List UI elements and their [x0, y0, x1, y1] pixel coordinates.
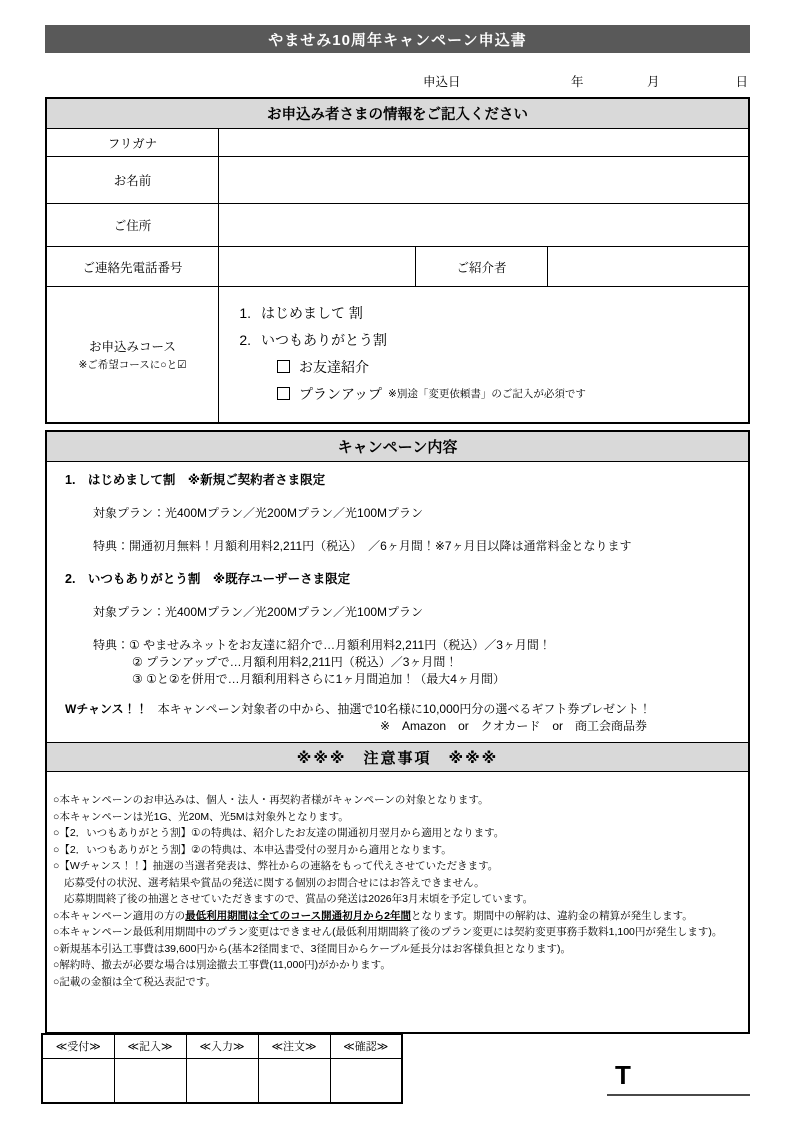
checkbox-plan-up-label: プランアップ [299, 385, 383, 402]
table-row-furigana [47, 129, 748, 157]
referrer-field[interactable] [548, 247, 748, 286]
campaign-item2-benefit-3: ③ ①と②を併用で…月額利用料さらに1ヶ月間追加！（最大4ヶ月間） [132, 672, 505, 686]
t-letter: T [615, 1060, 631, 1090]
address-label: ご住所 [47, 204, 219, 246]
campaign-item2-benefit-1: 特典：① やませみネットをお友達に紹介で…月額利用料2,211円（税込）／3ヶ月間！ [93, 638, 551, 652]
campaign-item1-benefit: 特典：開通初月無料！月額利用料2,211円（税込） ／6ヶ月間！※7ヶ月目以降は通常料金となります [93, 539, 632, 553]
stamp-cell-row [42, 1058, 402, 1103]
note-line: ○【Wチャンス！！】抽選の当選者発表は、弊社からの連絡をもって代えさせていただきます。 [53, 860, 499, 872]
note-min-period-pre: ○本キャンペーン適用の方の [53, 909, 186, 922]
note-line: ○【2．いつもありがとう割】②の特典は、本申込書受付の翌月から適用となります。 [53, 843, 452, 856]
note-min-period-strong: 最低利用期間は全てのコース開通初月から2年間 [185, 909, 411, 922]
notes-body [47, 772, 748, 1032]
stamp-cell-entry[interactable] [114, 1058, 186, 1103]
application-date-line [45, 72, 750, 90]
applicant-info-table [45, 97, 750, 424]
course-option-2-number: 2. [239, 331, 251, 348]
date-year-unit: 年 [571, 75, 584, 89]
address-field[interactable] [219, 204, 748, 246]
campaign-body [47, 462, 748, 742]
form-title: やませみ10周年キャンペーン申込書 [45, 25, 750, 53]
checkbox-friend-referral-label: お友達紹介 [299, 358, 369, 375]
plan-up-note: ※別途「変更依頼書」のご記入が必須です [388, 388, 586, 400]
stamp-cell-confirm[interactable] [330, 1058, 402, 1103]
applicant-table-header: お申込み者さまの情報をご記入ください [47, 99, 748, 129]
course-label-note: ※ご希望コースに○と☑ [78, 359, 187, 371]
note-line: ○【2．いつもありがとう割】①の特典は、紹介したお友達の開通初月翌月から適用となります。 [53, 827, 505, 839]
note-line: 応募受付の状況、選考結果や賞品の発送に関する個別のお問合せにはお答えできません。 [64, 876, 485, 889]
stamp-cell-input[interactable] [186, 1058, 258, 1103]
stamp-header-row [42, 1034, 402, 1058]
date-label: 申込日 [423, 75, 461, 89]
table-row-address [47, 204, 748, 247]
checkbox-row-plan-up [229, 380, 748, 407]
phone-field[interactable] [219, 247, 416, 286]
course-option-1-number: 1. [239, 304, 251, 321]
stamp-header-reception: ≪受付≫ [42, 1034, 114, 1058]
notes-header: ※※※ 注意事項 ※※※ [47, 742, 748, 772]
note-line: ○解約時、撤去が必要な場合は別途撤去工事費(11,000円)がかかります。 [53, 959, 391, 971]
course-option-1-label: はじめまして 割 [261, 304, 363, 321]
note-line: ○記載の金額は全て税込表記です。 [53, 975, 217, 988]
campaign-item2-benefit-2: ② プランアップで…月額利用料2,211円（税込）／3ヶ月間！ [132, 655, 458, 669]
w-chance-gift-options: ※ Amazon or クオカード or 商工会商品券 [380, 719, 648, 733]
table-row-course [47, 287, 748, 422]
stamp-cell-reception[interactable] [42, 1058, 114, 1103]
course-options-cell [219, 287, 748, 422]
course-option-2-label: いつもありがとう割 [261, 331, 387, 348]
stamp-header-order: ≪注文≫ [258, 1034, 330, 1058]
name-field[interactable] [219, 157, 748, 203]
table-row-name [47, 157, 748, 204]
course-option-2[interactable] [229, 326, 748, 353]
note-line: ○新規基本引込工事費は39,600円から(基本2径間まで、3径間目からケーブル延長分はお客様負担となります)。 [53, 942, 571, 955]
campaign-item2-plans: 対象プラン：光400Mプラン／光200Mプラン／光100Mプラン [93, 605, 424, 619]
note-line-minimum-period [53, 908, 742, 925]
referrer-label: ご紹介者 [416, 247, 548, 286]
campaign-item1-heading: 1. はじめまして割 ※新規ご契約者さま限定 [65, 473, 326, 487]
stamp-header-input: ≪入力≫ [186, 1034, 258, 1058]
date-day-unit: 日 [735, 75, 748, 89]
office-stamp-table [41, 1033, 403, 1104]
furigana-label: フリガナ [47, 129, 219, 156]
campaign-item1-plans: 対象プラン：光400Mプラン／光200Mプラン／光100Mプラン [93, 506, 424, 520]
w-chance-label: Wチャンス！！ [65, 702, 148, 716]
stamp-header-entry: ≪記入≫ [114, 1034, 186, 1058]
phone-label: ご連絡先電話番号 [47, 247, 219, 286]
note-line: ○本キャンペーンは光1G、光20M、光5Mは対象外となります。 [53, 810, 349, 823]
checkbox-icon[interactable] [277, 387, 290, 400]
note-line: 応募期間終了後の抽選とさせていただきますので、賞品の発送は2026年3月末頃を予定しています。 [64, 893, 534, 905]
campaign-header: キャンペーン内容 [47, 432, 748, 462]
note-min-period-post: となります。期間中の解約は、違約金の精算が発生します。 [410, 909, 693, 922]
date-month-unit: 月 [647, 75, 660, 89]
campaign-table [45, 430, 750, 1034]
footer-t-mark [607, 1060, 750, 1096]
table-row-phone-referrer [47, 247, 748, 287]
note-line: ○本キャンペーン最低利用期間中のプラン変更はできません(最低利用期間終了後のプラン変更には契約変更事務手数料1,100円が発生します)。 [53, 926, 723, 938]
campaign-item2-heading: 2. いつもありがとう割 ※既存ユーザーさま限定 [65, 572, 351, 586]
note-line: ○本キャンペーンのお申込みは、個人・法人・再契約者様がキャンペーンの対象となります。 [53, 794, 489, 806]
course-label-cell [47, 287, 219, 422]
checkbox-row-friend-referral [229, 353, 748, 380]
w-chance-text: 本キャンペーン対象者の中から、抽選で10名様に10,000円分の選べるギフト券プレゼント！ [157, 702, 651, 716]
course-label: お申込みコース [89, 340, 176, 354]
checkbox-icon[interactable] [277, 360, 290, 373]
name-label: お名前 [47, 157, 219, 203]
w-chance-line [65, 701, 734, 718]
stamp-cell-order[interactable] [258, 1058, 330, 1103]
course-option-1[interactable] [229, 299, 748, 326]
stamp-header-confirm: ≪確認≫ [330, 1034, 402, 1058]
furigana-field[interactable] [219, 129, 748, 156]
